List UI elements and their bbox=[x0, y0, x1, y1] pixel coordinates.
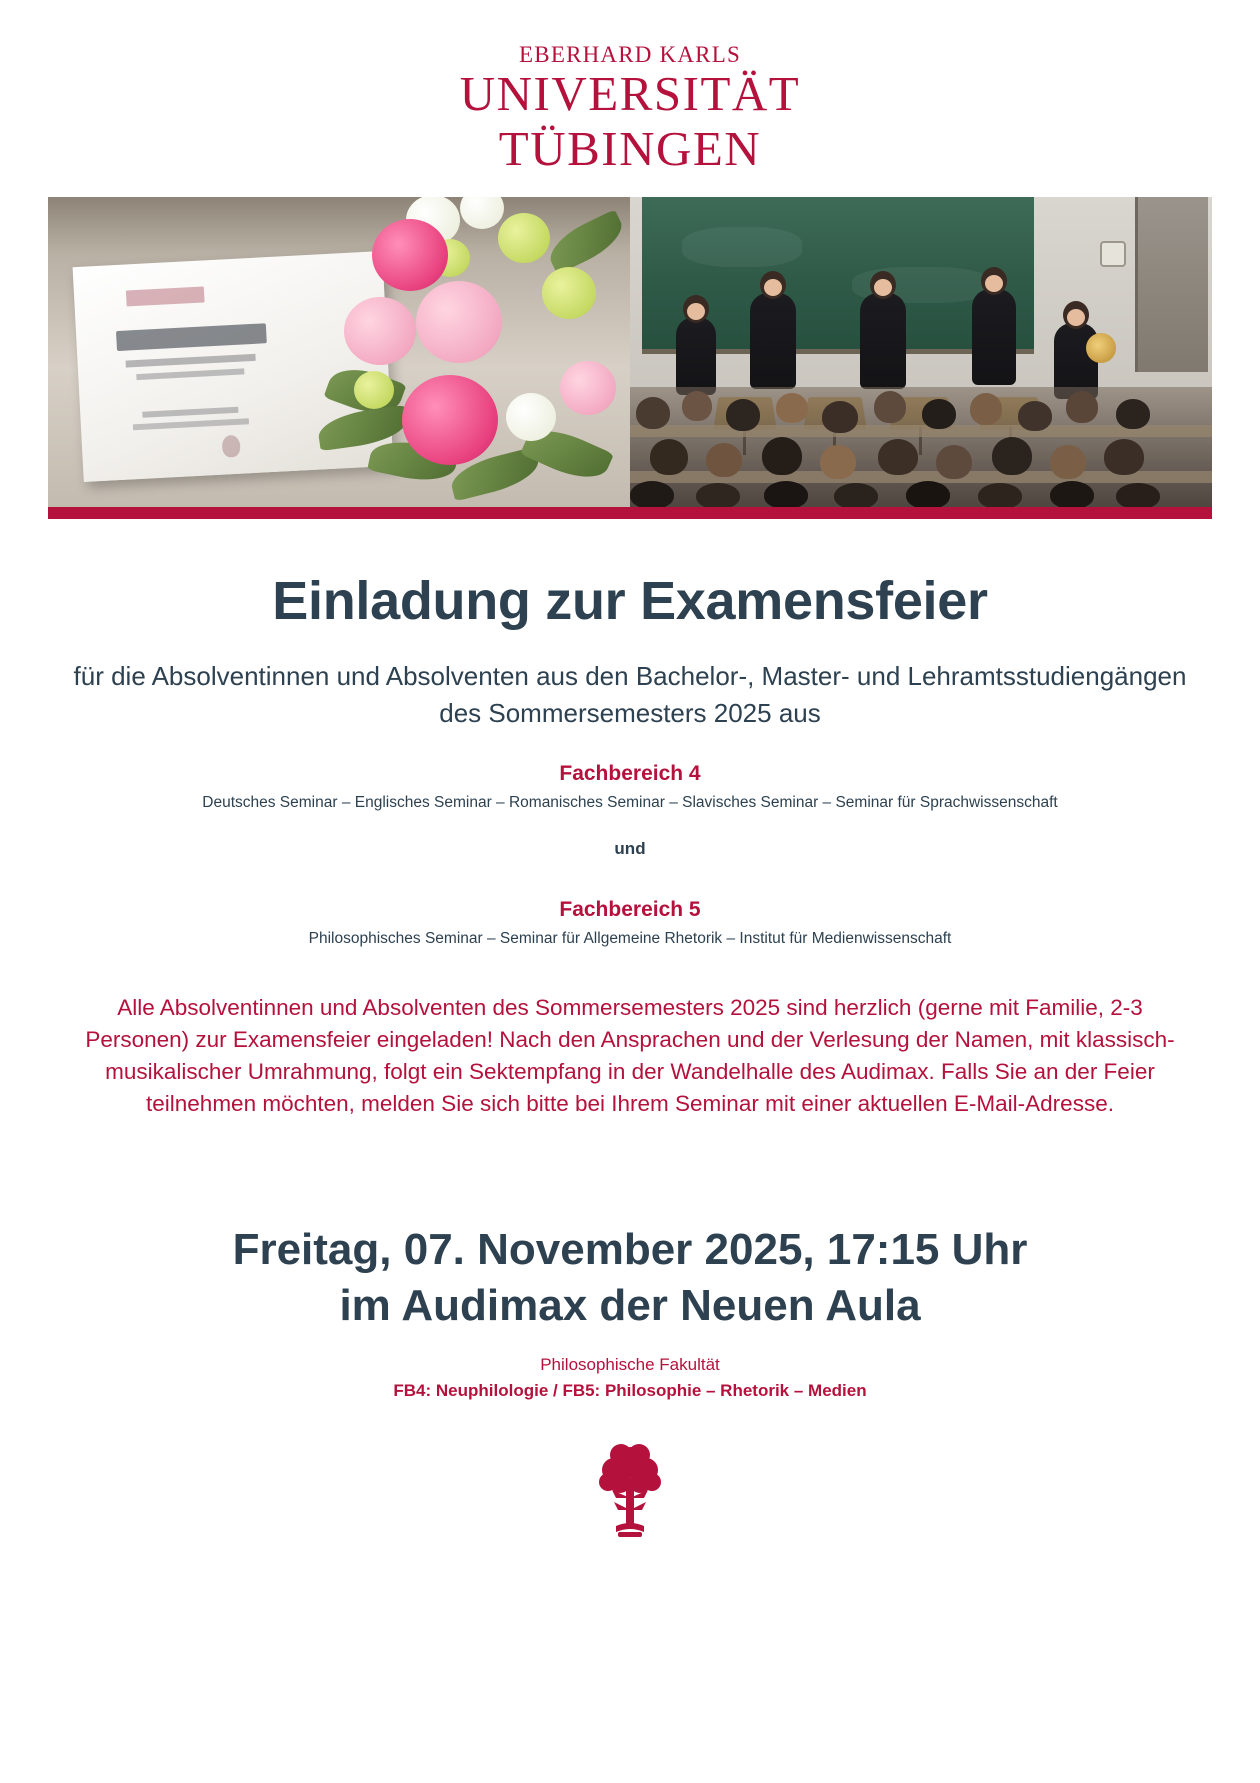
booklet-logo-mark bbox=[126, 286, 205, 306]
event-location: im Audimax der Neuen Aula bbox=[339, 1281, 921, 1331]
tuebingen-tree-emblem-icon bbox=[590, 1440, 670, 1550]
fachbereich-5-seminars: Philosophisches Seminar – Seminar für Allgemeine Rhetorik – Institut für Medienwissenschaft bbox=[308, 930, 952, 947]
booklet-subtitle-mark-1 bbox=[126, 354, 256, 368]
page-title: Einladung zur Examensfeier bbox=[272, 571, 988, 631]
booklet-date-mark-2 bbox=[133, 418, 249, 430]
logo-line-universitaet: UNIVERSITÄT bbox=[459, 66, 801, 122]
musician-flute bbox=[676, 317, 716, 395]
footer-departments: FB4: Neuphilologie / FB5: Philosophie – Rhetorik – Medien bbox=[393, 1380, 867, 1400]
wall-clock bbox=[1100, 241, 1126, 267]
logo-line-tuebingen: TÜBINGEN bbox=[498, 121, 762, 177]
conjunction-und: und bbox=[614, 839, 646, 859]
french-horn-bell bbox=[1086, 333, 1116, 363]
musician-clarinet bbox=[750, 293, 796, 389]
booklet-title-mark bbox=[116, 323, 267, 351]
fachbereich-5-block bbox=[0, 898, 1260, 949]
footer-faculty: Philosophische Fakultät bbox=[540, 1355, 720, 1374]
footer-block bbox=[0, 1352, 1260, 1403]
musician-horn bbox=[972, 289, 1016, 385]
fachbereich-5-title: Fachbereich 5 bbox=[559, 898, 701, 921]
fachbereich-4-seminars: Deutsches Seminar – Englisches Seminar – Romanisches Seminar – Slavisches Seminar – Seminar für Sprachwissenschaft bbox=[202, 794, 1058, 811]
musician-bassoon bbox=[860, 293, 906, 389]
hall-door bbox=[1135, 197, 1208, 372]
booklet-subtitle-mark-2 bbox=[136, 368, 244, 380]
photo-booklet-flowers bbox=[48, 197, 630, 507]
header-photo-banner bbox=[48, 197, 1212, 507]
logo-line-eberhard-karls: EBERHARD KARLS bbox=[519, 42, 741, 67]
event-date: Freitag, 07. November 2025, 17:15 Uhr bbox=[232, 1225, 1028, 1274]
fachbereich-4-title: Fachbereich 4 bbox=[559, 762, 701, 785]
accent-bar bbox=[48, 507, 1212, 519]
booklet-seal-mark bbox=[222, 435, 241, 458]
event-date-location bbox=[40, 1222, 1220, 1335]
audience-rows bbox=[630, 387, 1212, 507]
fachbereich-4-block bbox=[0, 762, 1260, 859]
booklet-date-mark-1 bbox=[142, 407, 238, 418]
flower-bouquet bbox=[310, 197, 630, 507]
subtitle: für die Absolventinnen und Absolventen aus den Bachelor-, Master- und Lehramtsstudiengängen des Sommersemesters 2025 aus bbox=[73, 661, 1187, 728]
photo-ensemble-audience bbox=[630, 197, 1212, 507]
university-logo bbox=[0, 0, 1260, 177]
invitation-body-text: Alle Absolventinnen und Absolventen des Sommersemesters 2025 sind herzlich (gerne mit Familie, 2-3 Personen) zur Examensfeier eingeladen! Nach den Ansprachen und der Verlesung der Namen, mit klassisch-musikalischer Umrahmung, folgt ein Sektempfang in der Wandelhalle des Audimax. Falls Sie an der Feier teilnehmen möchten, melden Sie sich bitte bei Ihrem Seminar mit einer aktuellen E-Mail-Adresse. bbox=[85, 995, 1175, 1116]
